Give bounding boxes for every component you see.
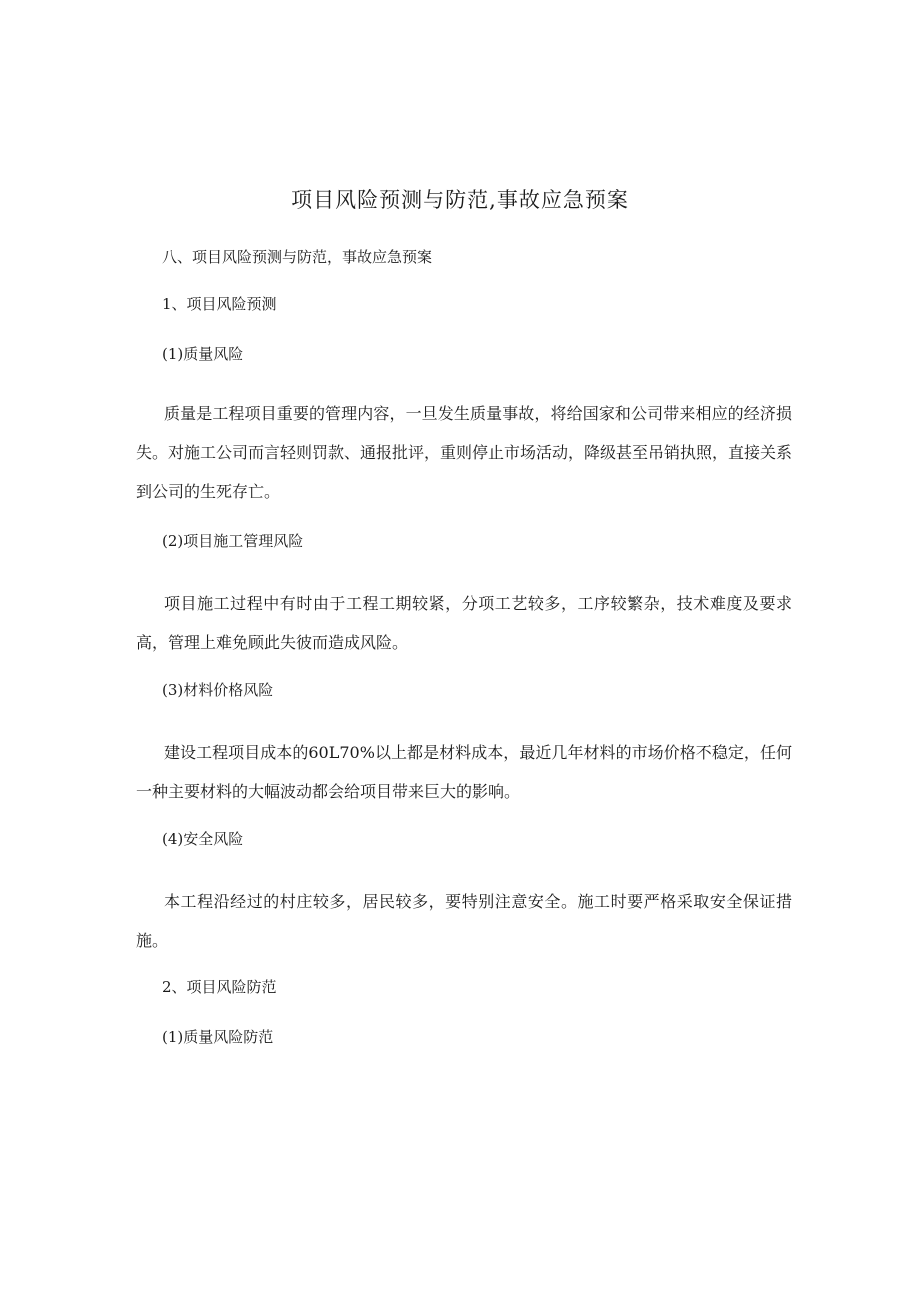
- subsection-heading-2: 2、项目风险防范: [162, 978, 277, 996]
- item-heading-quality-risk: (1)质量风险: [162, 345, 244, 363]
- paragraph-quality-risk: 质量是工程项目重要的管理内容，一旦发生质量事故，将给国家和公司带来相应的经济损失。对施工公司而言轻则罚款、通报批评，重则停止市场活动，降级甚至吊销执照，直接关系到公司的生死存亡。: [136, 404, 793, 501]
- paragraph-management-risk: 项目施工过程中有时由于工程工期较紧，分项工艺较多，工序较繁杂，技术难度及要求高，管理上难免顾此失彼而造成风险。: [136, 594, 792, 652]
- item-heading-management-risk: (2)项目施工管理风险: [162, 532, 304, 550]
- item-heading-quality-risk-prevention: (1)质量风险防范: [162, 1028, 274, 1046]
- item-heading-safety-risk: (4)安全风险: [162, 830, 244, 848]
- page-title: 项目风险预测与防范,事故应急预案: [291, 188, 629, 212]
- subsection-heading-1: 1、项目风险预测: [162, 295, 277, 313]
- paragraph-safety-risk: 本工程沿经过的村庄较多，居民较多，要特别注意安全。施工时要严格采取安全保证措施。: [136, 892, 792, 950]
- paragraph-material-price-risk: 建设工程项目成本的60L70%以上都是材料成本，最近几年材料的市场价格不稳定，任何一种主要材料的大幅波动都会给项目带来巨大的影响。: [136, 743, 792, 801]
- section-heading: 八、项目风险预测与防范，事故应急预案: [162, 248, 433, 266]
- item-heading-material-price-risk: (3)材料价格风险: [162, 681, 274, 699]
